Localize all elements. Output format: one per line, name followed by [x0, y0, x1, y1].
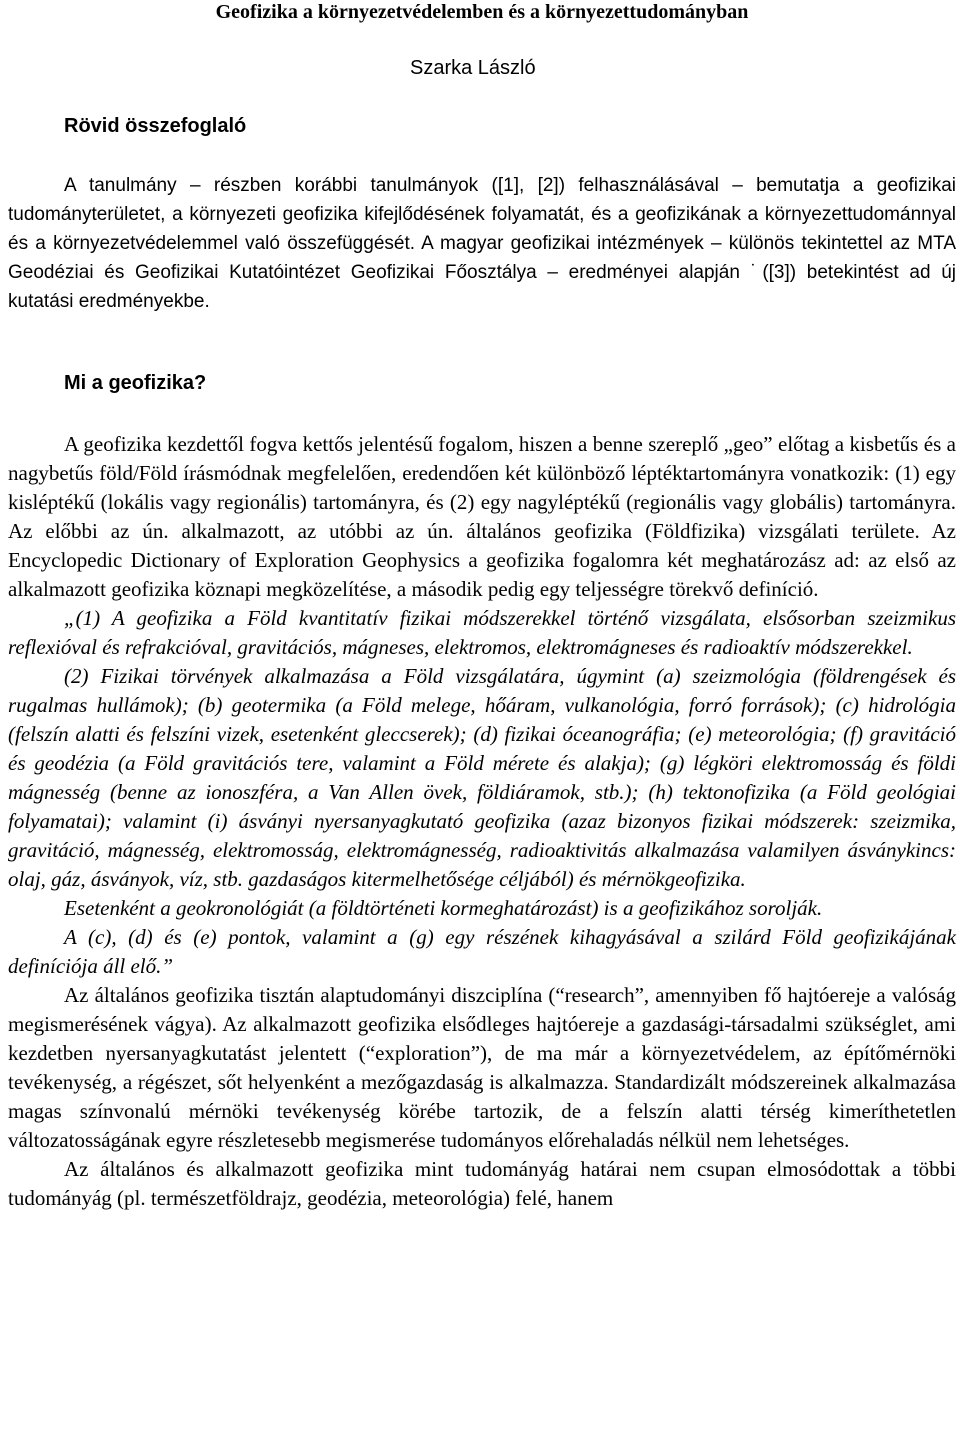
- section-heading: Mi a geofizika?: [64, 372, 207, 394]
- title-text: Geofizika a környezetvédelemben és a környezettudományban: [215, 1, 749, 23]
- paragraph-boundaries: Az általános és alkalmazott geofizika mint tudományág határai nem csupan elmosódottak a többi tudományág (pl. természetföldrajz, geodézia, meteorológia) felé, hanem: [8, 1157, 956, 1210]
- quote-definition-1: „(1) A geofizika a Föld kvantitatív fizikai módszerekkel történő vizsgálata, elsősorban szeizmikus reflexióval és refrakcióval, gravitációs, mágneses, elektromos, elektromágneses és radioaktív módszerekkel.: [8, 606, 956, 659]
- abstract-text: [8, 171, 956, 316]
- document-title: [0, 0, 960, 24]
- quote-definition-2: (2) Fizikai törvények alkalmazása a Föld vizsgálatára, úgymint (a) szeizmológia (földrengések és rugalmas hullámok); (b) geotermika (a Föld melege, hőáram, vulkanológia, forró források); (c) hidrológia (felszín alatti és felszíni vizek, esetenként gleccserek); (d) fizikai óceanográfia; (e) meteorológia; (f) gravitáció és geodézia (a Föld gravitációs tere, valamint a Föld mérete és alakja); (g) légköri elektromosság és földi mágnesség (benne az ionoszféra, a Van Allen övek, földiáramok, stb.); (h) tektonofizika (a Föld geológiai folyamatai); valamint (i) ásványi nyersanyagkutató geofizika (azaz bizonyos fizikai módszerek: szeizmika, gravitáció, mágnesség, elektromosság, elektromágnesség, radioaktivitás alkalmazása valamilyen ásványkincs: olaj, gáz, ásványok, víz, stb. gazdaságos kitermelhetősége céljából) és mérnökgeofizika.: [8, 664, 956, 891]
- abstract-heading: Rövid összefoglaló: [64, 115, 247, 137]
- body-text: [8, 430, 956, 1213]
- abstract-paragraph: A tanulmány – részben korábbi tanulmányok ([1], [2]) felhasználásával – bemutatja a geofizikai tudományterületet, a környezeti geofizika kifejlődésének folyamatát, és a geofizikának a környezettudománnyal és a környezetvédelemmel való összefüggését. A magyar geofizikai intézmények – különös tekintettel az MTA Geodéziai és Geofizikai Kutatóintézet Geofizikai Főosztálya – eredményei alapján ˙([3]) betekintést ad új kutatási eredményekbe.: [8, 175, 956, 312]
- author-name: Szarka László: [410, 57, 536, 79]
- quote-geochronology: Esetenként a geokronológiát (a földtörténeti kormeghatározást) is a geofizikához sorolják.: [64, 896, 823, 920]
- paragraph-general-applied: Az általános geofizika tisztán alaptudományi diszciplína (“research”, amennyiben fő hajtóereje a valóság megismerésének vágya). Az alkalmazott geofizika elsődleges hajtóereje a gazdasági-társadalmi szükséglet, ami kezdetben nyersanyagkutatást jelentett (“exploration”), de ma már a környezetvédelem, az építőmérnöki tevékenység, a régészet, sőt helyenként a mezőgazdaság is alkalmazza. Standardizált módszereinek alkalmazása magas színvonalú mérnöki tevékenység körébe tartozik, de a felszín alatti térség kimeríthetetlen változatosságának egyre részletesebb megismerése tudományos előrehaladás nélkül nem lehetséges.: [8, 983, 956, 1152]
- quote-solid-earth: A (c), (d) és (e) pontok, valamint a (g) egy részének kihagyásával a szilárd Föld geofizikájának definíciója áll elő.”: [8, 925, 956, 978]
- paragraph-definition-intro: A geofizika kezdettől fogva kettős jelentésű fogalom, hiszen a benne szereplő „geo” előtag a kisbetűs és a nagybetűs föld/Föld írásmódnak megfelelően, eredendően két különböző léptéktartományra vonatkozik: (1) egy kisléptékű (lokális vagy regionális) tartományra, és (2) egy nagyléptékű (regionális vagy globális) tartományra. Az előbbi az ún. alkalmazott, az utóbbi az ún. általános geofizika (Földfizika) vizsgálati területe. Az Encyclopedic Dictionary of Exploration Geophysics a geofizika fogalomra két meghatározász ad: az első az alkalmazott geofizika köznapi megközelítése, a második pedig egy teljességre törekvő definíció.: [8, 432, 956, 601]
